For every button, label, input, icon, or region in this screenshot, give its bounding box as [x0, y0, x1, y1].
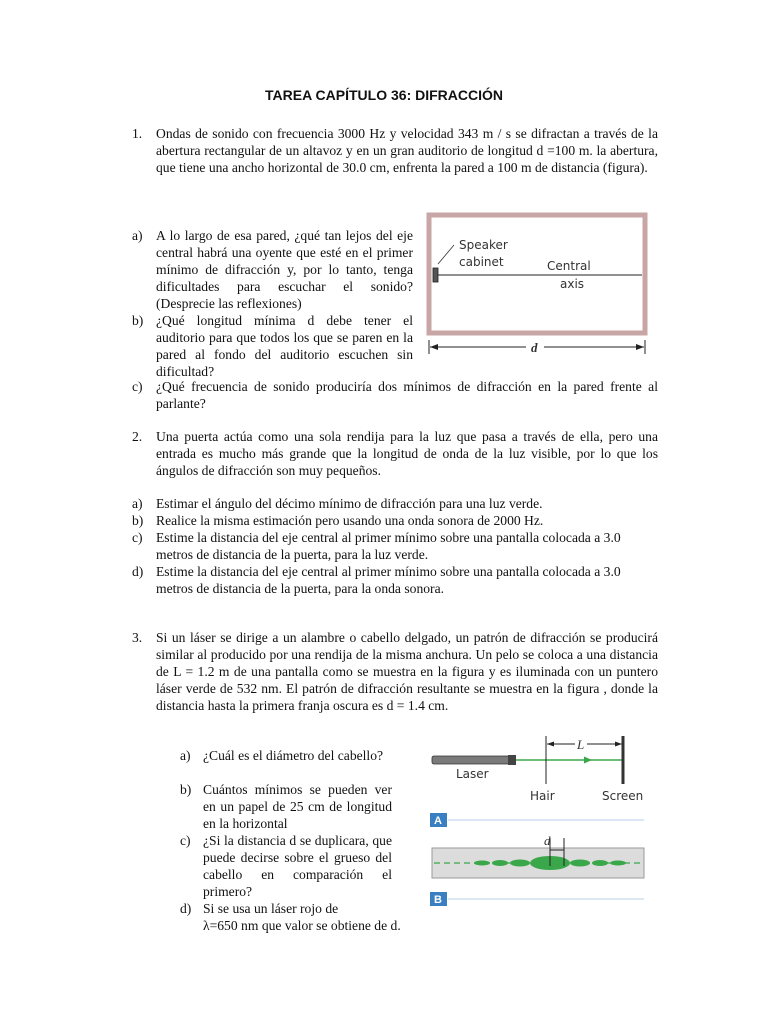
question-3c-text: ¿Si la distancia d se duplicara, que puede decirse sobre el grueso del cabello en comparación el primero? — [203, 833, 392, 899]
question-2d-label: d) — [132, 564, 144, 579]
speaker-label-2: cabinet — [459, 255, 504, 269]
fringe — [570, 860, 590, 867]
question-2b-label: b) — [132, 513, 144, 528]
fringe — [510, 860, 530, 867]
question-2-text: Una puerta actúa como una sola rendija para la luz que pasa a través de ella, pero una entrada es mucho más grande que la longitud de onda de la luz visible, por lo que los ángulos de difracción son muy pequeños. — [156, 429, 658, 478]
laser-hair-figure — [430, 734, 648, 912]
question-2a-text: Estimar el ángulo del décimo mínimo de difracción para una luz verde. — [156, 496, 543, 511]
L-label: L — [577, 737, 585, 752]
panel-b-label: B — [434, 894, 442, 906]
question-1c-text: ¿Qué frecuencia de sonido produciría dos mínimos de difracción en la pared frente al parlante? — [156, 379, 658, 411]
question-3d-line-2: λ=650 nm que valor se obtiene de d. — [203, 918, 401, 933]
question-3-number: 3. — [132, 630, 143, 645]
question-2a-label: a) — [132, 496, 143, 511]
question-3a-text: ¿Cuál es el diámetro del cabello? — [203, 748, 384, 763]
question-2b-text: Realice la misma estimación pero usando una onda sonora de 2000 Hz. — [156, 513, 544, 528]
question-3d-label: d) — [180, 901, 192, 916]
central-label: Central — [547, 259, 591, 273]
question-3c-label: c) — [180, 833, 191, 848]
speaker-label-1: Speaker — [459, 238, 508, 252]
laser-tip-icon — [508, 755, 516, 765]
speaker-cabinet-icon — [433, 268, 438, 282]
hair-label: Hair — [530, 789, 555, 803]
fringe — [474, 861, 490, 866]
question-1b-label: b) — [132, 313, 144, 328]
screen-label: Screen — [602, 789, 644, 803]
question-1a-label: a) — [132, 228, 143, 243]
question-1b-text: ¿Qué longitud mínima d debe tener el auditorio para que todos los que se paren en la pared al fondo del auditorio escuchen sin dificultad? — [156, 313, 413, 379]
d-arrow-left — [430, 344, 438, 350]
question-3-text: Si un láser se dirige a un alambre o cabello delgado, un patrón de difracción se producirá similar al producido por una rendija de la misma anchura. Un pelo se coloca a una distancia de L = 1.2 m de una pantalla como se muestra en la figura y es iluminada con un puntero láser verde de 532 nm. El patrón de difracción resultante se muestra en la figura , donde la distancia hasta la primera franja oscura es d = 1.4 cm. — [156, 630, 658, 713]
question-2c-label: c) — [132, 530, 143, 545]
fringe — [592, 860, 608, 866]
page-title: TAREA CAPÍTULO 36: DIFRACCIÓN — [265, 87, 503, 103]
d-dimension-label: d — [531, 340, 538, 355]
speaker-leader-line — [438, 245, 454, 264]
question-3b-label: b) — [180, 782, 192, 797]
laser-pointer-icon — [432, 756, 512, 764]
fringe — [610, 861, 626, 866]
auditorium-wall-frame — [429, 215, 645, 333]
question-1-number: 1. — [132, 126, 143, 141]
question-3a-label: a) — [180, 748, 191, 763]
d-arrow-right — [636, 344, 644, 350]
question-2-number: 2. — [132, 429, 143, 444]
L-arrow-left — [547, 742, 554, 747]
L-arrow-right — [615, 742, 622, 747]
question-1-text: Ondas de sonido con frecuencia 3000 Hz y velocidad 343 m / s se difractan a través de la abertura rectangular de un altavoz y en un gran auditorio de longitud d =100 m. la abertura, que tiene una ancho horizontal de 30.0 cm, enfrenta la pared a 100 m de distancia (figura). — [156, 126, 658, 175]
pattern-d-label: d — [544, 833, 551, 848]
question-2c-text: Estime la distancia del eje central al primer mínimo sobre una pantalla colocada a 3.0 metros de distancia de la puerta, para la luz verde. — [156, 530, 621, 562]
laser-beam-arrow-icon — [584, 757, 592, 764]
question-2d-text: Estime la distancia del eje central al primer mínimo sobre una pantalla colocada a 3.0 metros de distancia de la puerta, para la onda sonora. — [156, 564, 621, 596]
question-3d-line-1: Si se usa un láser rojo de — [203, 901, 339, 916]
axis-label: axis — [560, 277, 585, 291]
panel-a-label: A — [434, 815, 442, 827]
question-1c-label: c) — [132, 379, 143, 394]
question-3b-text: Cuántos mínimos se pueden ver en un papel de 25 cm de longitud en la horizontal — [203, 782, 392, 831]
question-1a-text: A lo largo de esa pared, ¿qué tan lejos del eje central habrá una oyente que esté en el primer mínimo de difracción y, por lo tanto, tenga dificultades para escuchar el sonido? (Desprecie las reflexiones) — [156, 228, 413, 311]
laser-label: Laser — [456, 767, 489, 781]
auditorium-figure — [426, 212, 652, 360]
fringe — [492, 860, 508, 866]
